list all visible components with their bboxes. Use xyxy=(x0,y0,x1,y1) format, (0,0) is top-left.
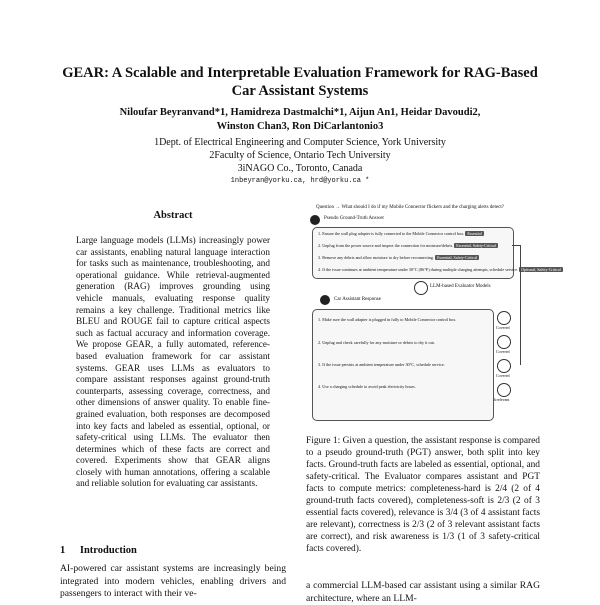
ca-item-3: 3. If the issue persists at ambient temperature under 30°C, schedule service. xyxy=(318,362,445,367)
pgt-item-3-tag: Essential, Safety-Critical xyxy=(437,255,478,260)
connector-line-top xyxy=(512,245,521,246)
verdict-1-icon xyxy=(497,311,511,325)
pgt-box xyxy=(312,227,561,279)
verdict-4-icon xyxy=(497,383,511,397)
ca-item-1: 1. Make sure the wall adapter is plugged in fully to Mobile Connector control box. xyxy=(318,317,457,322)
verdict-1-label: Covered xyxy=(496,325,510,330)
pgt-item-4-tag: Optional, Safety-Critical xyxy=(521,267,561,272)
pgt-item-2 xyxy=(318,243,498,248)
verdict-3-label: Covered xyxy=(496,373,510,378)
pgt-item-4 xyxy=(318,267,563,272)
pgt-item-3-text: 3. Remove any debris and allow moisture to dry before reconnecting. xyxy=(318,255,435,260)
user-avatar-icon xyxy=(310,215,320,225)
abstract-body: Large language models (LLMs) increasingly power car assistants, enabling natural language interaction for tasks such as maintenance, troubleshooting, and operational guidance. While retrieval-augmented generation (RAG) improves grounding using vehicle manuals, evaluating response quality remains a key challenge. Traditional metrics like BLEU and ROUGE fail to capture critical aspects such as factual accuracy and information coverage. We propose GEAR, a fully automated, reference-based evaluation framework for car assistant systems. GEAR uses LLMs as evaluators to compare assistant responses against ground-truth counterparts, assessing coverage, correctness, and other dimensions of answer quality. To enable fine-grained evaluation, both responses are decomposed into key facts and labeled as essential, optional, or safety-critical using LLMs. The evaluator then determines which of these facts are correct and covered. Experiments show that GEAR aligns closely with human annotations, offering a scalable and reliable solution for evaluating car assistants. xyxy=(76,235,270,489)
figure-question: Question → What should I do if my Mobile Connector flickers and the charging alerts detect? xyxy=(316,205,504,210)
verdict-2-icon xyxy=(497,335,511,349)
paper-title: GEAR: A Scalable and Interpretable Evaluation Framework for RAG-Based Car Assistant Systems xyxy=(62,65,538,99)
ca-item-2: 2. Unplug and check carefully for any moisture or debris to dry it out. xyxy=(318,340,435,345)
section-heading xyxy=(60,545,137,556)
car-assistant-icon xyxy=(320,295,330,305)
pgt-item-3 xyxy=(318,255,479,260)
introduction-body: AI-powered car assistant systems are increasingly being integrated into modern vehicles, enabling drivers and passengers to interact with their ve- xyxy=(60,563,286,599)
affiliation-3: 3iNAGO Co., Toronto, Canada xyxy=(237,163,363,174)
pgt-item-1-text: 1. Ensure the wall plug adapter is fully connected to the Mobile Connector control box. xyxy=(318,231,465,236)
pgt-label: Pseudo Ground-Truth Answer xyxy=(324,216,385,221)
author-line-2: Winston Chan3, Ron DiCarlantonio3 xyxy=(216,121,384,132)
email-line xyxy=(60,175,540,187)
affiliation-1: 1Dept. of Electrical Engineering and Computer Science, York University xyxy=(154,137,446,148)
connector-line-right xyxy=(520,245,521,365)
ca-item-4: 4. Use a charging schedule to avoid peak electricity hours. xyxy=(318,384,416,389)
email-suffix: * xyxy=(365,177,370,185)
section-number: 1 xyxy=(60,545,66,556)
evaluator-robot-icon xyxy=(414,281,428,295)
figure-1 xyxy=(306,205,561,423)
figure-caption: Figure 1: Given a question, the assistant response is compared to a pseudo ground-truth (PGT) answer, both split into key facts. Ground-truth facts are labeled as essential, optional, and safety-critical. The Evaluator compares assistant and PGT facts to compute metrics: completeness-hard is 2/4 (2 of 4 ground-truth facts covered), completeness-soft is 2/3 (2 of 3 essential facts covered), relevance is 3/4 (3 of 4 assistant facts are relevant), correctness is 2/3 (2 of 3 relevant assistant facts are correct), and risk awareness is 1/3 (1 of 3 safety-critical facts covered). xyxy=(306,436,540,554)
verdict-3-icon xyxy=(497,359,511,373)
email-addresses: 1nbeyran@yorku.ca, hrd@yorku.ca xyxy=(230,177,361,185)
author-line-1: Niloufar Beyranvand*1, Hamidreza Dastmalchi*1, Aijun An1, Heidar Davoudi2, xyxy=(119,107,481,118)
abstract-heading: Abstract xyxy=(153,210,193,221)
pgt-item-2-text: 2. Unplug from the power source and inspect the connection for moisture/debris. xyxy=(318,243,454,248)
pgt-item-4-text: 4. If the issue continues at ambient temperature under 30°C (86°F) during multiple charging attempts, schedule service. xyxy=(318,267,519,272)
author-list xyxy=(70,106,530,134)
assistant-label: Car Assistant Response xyxy=(334,297,381,302)
section-title: Introduction xyxy=(79,545,137,556)
car-assistant-box xyxy=(312,309,494,421)
pgt-item-2-tag: Essential, Safety-Critical xyxy=(456,243,497,248)
affiliation-2: 2Faculty of Science, Ontario Tech University xyxy=(209,150,391,161)
evaluator-label: LLM-based Evaluator Models xyxy=(430,284,491,289)
pgt-item-1-tag: Essential xyxy=(467,231,482,236)
right-column-body: a commercial LLM-based car assistant using a similar RAG architecture, where an LLM- xyxy=(306,580,540,604)
affiliations xyxy=(60,136,540,187)
left-column xyxy=(60,210,286,490)
verdict-2-label: Covered xyxy=(496,349,510,354)
verdict-4-label: Irrelevant xyxy=(494,397,510,402)
pgt-item-1 xyxy=(318,231,484,236)
right-column xyxy=(306,205,561,423)
